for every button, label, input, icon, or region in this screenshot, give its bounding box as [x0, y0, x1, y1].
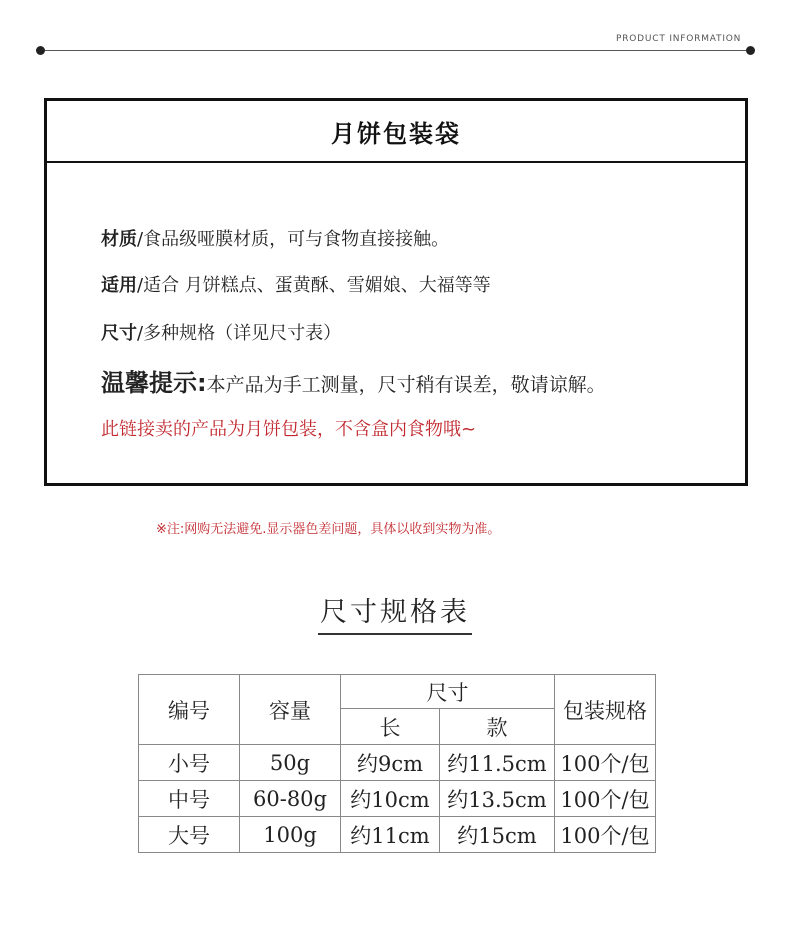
cell-number: 大号 — [139, 817, 240, 853]
info-warning: 此链接卖的产品为月饼包装，不含盒内食物哦~ — [101, 419, 477, 440]
product-title: 月饼包装袋 — [331, 119, 461, 148]
size-table — [138, 674, 656, 853]
cell-packing: 100个/包 — [555, 745, 656, 781]
header-divider-line — [40, 50, 750, 51]
cell-length: 约10cm — [341, 781, 440, 817]
table-row — [139, 817, 656, 853]
section-label: PRODUCT INFORMATION — [616, 34, 742, 44]
cell-length: 约9cm — [341, 745, 440, 781]
cell-capacity: 50g — [240, 745, 341, 781]
cell-number: 中号 — [139, 781, 240, 817]
table-header-row — [139, 675, 656, 709]
cell-capacity: 100g — [240, 817, 341, 853]
color-difference-note: ※注:网购无法避免.显示器色差问题，具体以收到实物为准。 — [156, 522, 501, 537]
cell-width: 约13.5cm — [440, 781, 555, 817]
info-usage-text: /适合 月饼糕点、蛋黄酥、雪媚娘、大福等等 — [137, 275, 491, 296]
size-table-title: 尺寸规格表 — [320, 597, 470, 628]
info-size-text: /多种规格（详见尺寸表） — [137, 323, 342, 344]
header-number: 编号 — [139, 675, 240, 745]
info-tip — [101, 363, 606, 398]
info-material-text: /食品级哑膜材质，可与食物直接接触。 — [137, 229, 450, 250]
info-usage — [101, 271, 491, 297]
info-size — [101, 319, 341, 345]
info-tip-text: 本产品为手工测量，尺寸稍有误差，敬请谅解。 — [206, 374, 606, 396]
info-usage-key: 适用 — [101, 275, 137, 296]
table-row — [139, 745, 656, 781]
header-length: 长 — [341, 709, 440, 745]
header-width: 款 — [440, 709, 555, 745]
header-size: 尺寸 — [341, 675, 555, 709]
product-title-row — [47, 101, 745, 163]
header-packing: 包装规格 — [555, 675, 656, 745]
cell-width: 约11.5cm — [440, 745, 555, 781]
cell-number: 小号 — [139, 745, 240, 781]
header-line-dot-right — [746, 46, 755, 55]
size-title-underline — [318, 633, 472, 635]
header-capacity: 容量 — [240, 675, 341, 745]
cell-packing: 100个/包 — [555, 817, 656, 853]
info-size-key: 尺寸 — [101, 323, 137, 344]
cell-width: 约15cm — [440, 817, 555, 853]
cell-packing: 100个/包 — [555, 781, 656, 817]
cell-capacity: 60-80g — [240, 781, 341, 817]
header-line-dot-left — [36, 46, 45, 55]
info-tip-key: 温馨提示: — [101, 369, 207, 397]
product-info-box — [44, 98, 748, 486]
table-row — [139, 781, 656, 817]
info-material-key: 材质 — [101, 229, 137, 250]
info-material — [101, 225, 449, 251]
cell-length: 约11cm — [341, 817, 440, 853]
